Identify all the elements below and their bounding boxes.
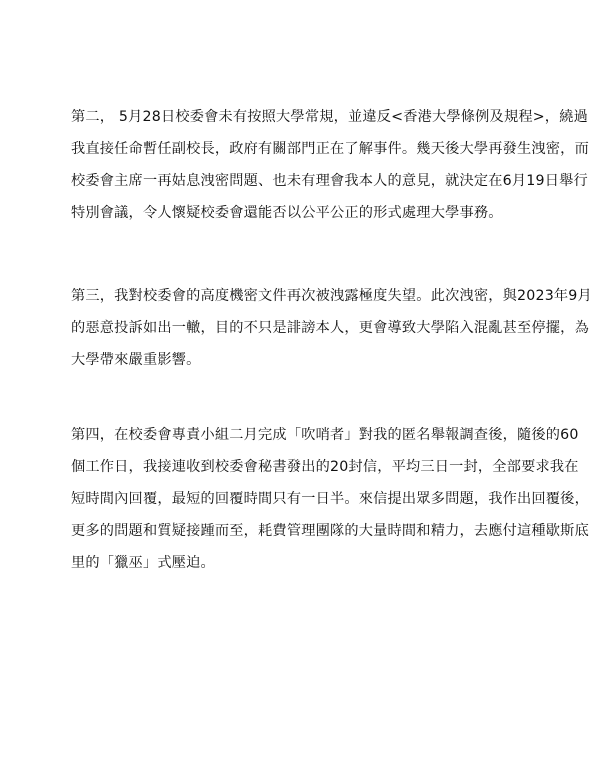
text-line: 的惡意投訴如出一轍，目的不只是誹謗本人，更會導致大學陷入混亂甚至停擺，為 — [71, 320, 589, 336]
text-line: 大學帶來嚴重影響。 — [71, 352, 201, 368]
text-line: 更多的問題和質疑接踵而至，耗費管理團隊的大量時間和精力，去應付這種歇斯底 — [71, 523, 589, 539]
text-line: 第二， 5月28日校委會未有按照大學常規，並違反<香港大學條例及規程>，繞過 — [71, 109, 588, 125]
text-line: 第三，我對校委會的高度機密文件再次被洩露極度失望。此次洩密，與2023年9月 — [71, 288, 592, 304]
paragraph-second-point — [71, 101, 589, 229]
paragraph-third-point — [71, 280, 592, 376]
paragraph-fourth-point — [71, 419, 589, 579]
text-line: 短時間內回覆，最短的回覆時間只有一日半。來信提出眾多問題，我作出回覆後， — [71, 491, 589, 507]
text-line: 我直接任命暫任副校長，政府有關部門正在了解事件。幾天後大學再發生洩密，而 — [71, 141, 589, 157]
text-line: 個工作日，我接連收到校委會秘書發出的20封信，平均三日一封，全部要求我在 — [71, 459, 579, 475]
text-line: 校委會主席一再姑息洩密問題、也未有理會我本人的意見，就決定在6月19日舉行 — [71, 173, 588, 189]
text-line: 特別會議，令人懷疑校委會還能否以公平公正的形式處理大學事務。 — [71, 205, 503, 221]
text-line: 第四，在校委會專責小組二月完成「吹哨者」對我的匿名舉報調查後，隨後的60 — [71, 427, 579, 443]
text-line: 里的「獵巫」式壓迫。 — [71, 555, 215, 571]
